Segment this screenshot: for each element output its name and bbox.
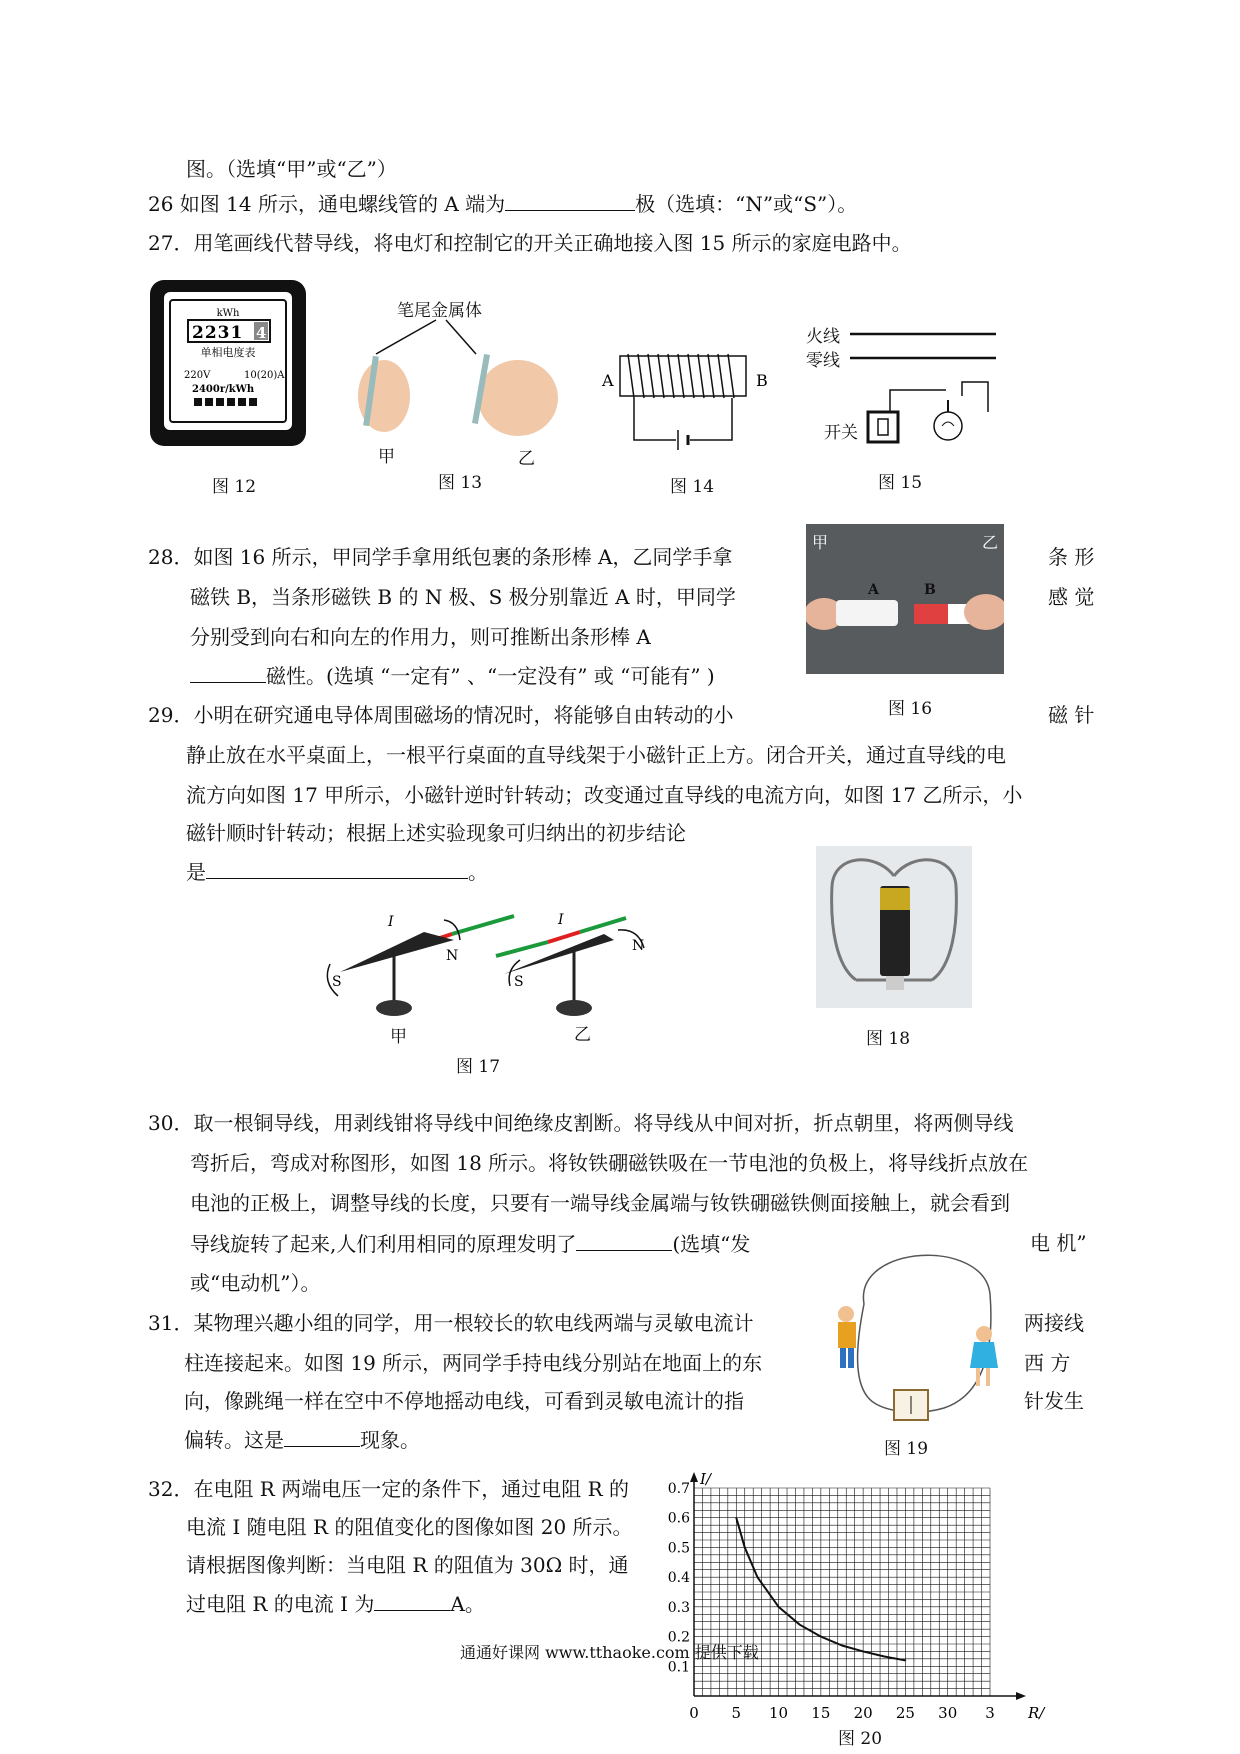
fig14-solenoid [600,346,780,456]
fig20-caption: 图 20 [838,1729,883,1749]
q32-line4-a: 过电阻 R 的电流 I 为 [186,1592,375,1616]
fig19-caption: 图 19 [884,1439,929,1459]
x-tick-label: 20 [853,1704,873,1722]
q31-line1: 31．某物理兴趣小组的同学，用一根较长的软电线两端与灵敏电流计 [148,1311,754,1335]
q28-line2-right: 感 觉 [1048,585,1095,609]
fig13-left: 甲 [378,447,395,467]
q32-answer-blank[interactable] [374,1590,450,1611]
q30-line4-right: 电 机” [1030,1231,1087,1255]
fig19-student-left [838,1322,856,1348]
x-axis-label: R/ [1028,1704,1045,1722]
x-tick-label: 10 [769,1704,789,1722]
q30-line3: 电池的正极上，调整导线的长度，只要有一端导线金属端与钕铁硼磁铁侧面接触上，就会看到 [190,1191,1010,1215]
q29-line5 [186,858,488,885]
x-tick-label: 15 [811,1704,831,1722]
y-tick-label: 0.1 [667,1659,690,1676]
fig12-unit: kWh [216,308,240,319]
data-point [778,1606,780,1608]
fig12-reading-main: 2231 [192,323,244,343]
q31-line4-a: 偏转。这是 [184,1428,284,1452]
q26-line [148,190,857,217]
fig13-testpen [348,318,568,458]
q26-answer-blank[interactable] [505,190,635,211]
fig14-end-b: B [756,371,768,390]
fig17-needle-left [340,932,454,972]
fig13-label-top: 笔尾金属体 [397,301,482,321]
fig15-switch-box [868,412,898,442]
q31-line2-right: 西 方 [1024,1351,1071,1375]
fig18-caption: 图 18 [866,1029,911,1049]
chart-axes [690,1470,1046,1722]
fig17-diagram [304,900,680,1040]
data-point [862,1651,864,1653]
y-tick-label: 0.6 [667,1510,690,1527]
fig16-photo [806,524,1004,674]
fig19-student-right [970,1342,998,1368]
q29-line2: 静止放在水平桌面上，一根平行桌面的直导线架于小磁针正上方。闭合开关，通过直导线的电 [186,743,1006,767]
q32-line2: 电流 I 随电阻 R 的阻值变化的图像如图 20 所示。 [186,1515,633,1539]
q32-line4-b: A。 [450,1592,485,1616]
fig15-switch: 开关 [824,423,858,443]
q31-line4-b: 现象。 [360,1428,420,1452]
fig16-magnet-red [914,604,948,624]
fig19-illustration [824,1244,1016,1434]
q29-line3: 流方向如图 17 甲所示，小磁针逆时针转动；改变通过直导线的电流方向，如图 17 乙所示，小 [186,783,1023,807]
q29-line1-right: 磁 针 [1048,703,1095,727]
q29-line5-b: 。 [468,860,488,884]
x-tick-label: 3 [985,1704,995,1722]
fig17-i-right: I [558,912,564,928]
q28-line3: 分别受到向右和向左的作用力，则可推断出条形棒 A [190,625,651,649]
fig16-caption: 图 16 [888,699,933,719]
fig12-caption: 图 12 [212,477,257,497]
q26-text-a: 26 如图 14 所示，通电螺线管的 A 端为 [148,192,506,216]
q28-line4-text: 磁性。(选填 “一定有” 、“一定没有” 或 “可能有” ) [266,664,715,688]
q31-line3: 向，像跳绳一样在空中不停地摇动电线，可看到灵敏电流计的指 [184,1389,744,1413]
fig14-caption: 图 14 [670,477,715,497]
y-tick-label: 0.2 [667,1629,690,1646]
fig15-live: 火线 [806,327,840,347]
q31-answer-blank[interactable] [284,1426,360,1447]
y-axis-arrow [690,1472,698,1482]
q28-line4 [190,662,715,689]
q29-answer-blank[interactable] [206,858,468,879]
data-point [841,1645,843,1647]
q29-line1: 29．小明在研究通电导体周围磁场的情况时，将能够自由转动的小 [148,703,734,727]
fig14-coil [628,354,734,398]
fig16-a: A [868,582,879,598]
q32-line1: 32．在电阻 R 两端电压一定的条件下，通过电阻 R 的 [148,1477,629,1501]
y-axis-label: I/ [700,1470,711,1488]
fig17-i-left: I [388,914,394,930]
data-point [735,1517,737,1519]
q30-answer-blank[interactable] [576,1230,672,1251]
q31-line3-right: 针发生 [1024,1389,1084,1413]
fig17-n-right: N [632,938,645,954]
data-point [883,1656,885,1658]
q30-line4 [190,1230,750,1257]
q28-answer-blank[interactable] [190,662,266,683]
fig12-spec1: 220V [184,370,211,381]
q26-text-b: 极（选填：“N”或“S”）。 [635,192,858,216]
q32-line4 [186,1590,485,1617]
data-point [905,1660,907,1662]
q28-line2: 磁铁 B，当条形磁铁 B 的 N 极、S 极分别靠近 A 时，甲同学 [190,585,736,609]
q31-line2: 柱连接起来。如图 19 所示，两同学手持电线分别站在地面上的东 [184,1351,763,1375]
fig14-end-a: A [602,371,614,390]
fig13-right: 乙 [518,449,535,469]
x-tick-label: 5 [731,1704,742,1722]
fig17-wire-right [496,942,548,956]
q25-tail: 图。（选填“甲”或“乙”） [186,157,397,181]
data-point [757,1576,759,1578]
fig17-left: 甲 [390,1027,407,1047]
fig20-chart [660,1468,1056,1730]
q31-line1-right: 两接线 [1024,1311,1084,1335]
fig19-wire [858,1255,991,1412]
fig12-spec2: 10(20)A [244,370,285,381]
q30-line4-a: 导线旋转了起来,人们利用相同的原理发明了 [190,1232,577,1256]
x-axis-arrow [1016,1692,1026,1700]
footer-source: 通通好课网 www.tthaoke.com 提供下载 [460,1643,759,1662]
y-tick-label: 0.5 [667,1540,690,1557]
fig17-right: 乙 [574,1025,591,1045]
q30-line1: 30．取一根铜导线，用剥线钳将导线中间绝缘皮割断。将导线从中间对折，折点朝里，将两侧导线 [148,1111,1014,1135]
chart-ticks [668,1481,995,1722]
fig18-photo [816,846,972,1008]
fig15-caption: 图 15 [878,473,923,493]
fig12-reading-dec: 4 [256,324,267,342]
fig17-s-right: S [514,974,524,990]
data-point [744,1547,746,1549]
x-tick-label: 30 [938,1704,958,1722]
data-point [799,1624,801,1626]
fig15-neutral: 零线 [806,351,840,371]
x-tick-label: 25 [895,1704,915,1722]
fig16-right: 乙 [982,533,999,552]
fig16-left: 甲 [812,533,829,552]
q31-line4 [184,1426,420,1453]
fig16-b: B [924,582,936,598]
fig17-caption: 图 17 [456,1057,501,1077]
y-tick-label: 0.3 [667,1599,690,1616]
fig13-caption: 图 13 [438,473,483,493]
q30-line2: 弯折后，弯成对称图形，如图 18 所示。将钕铁硼磁铁吸在一节电池的负极上，将导线折点放在 [190,1151,1029,1175]
fig12-meter [148,278,308,448]
q29-line4: 磁针顺时针转动；根据上述实验现象可归纳出的初步结论 [186,821,686,845]
q27-text: 27．用笔画线代替导线，将电灯和控制它的开关正确地接入图 15 所示的家庭电路中。 [148,231,912,255]
q30-line5: 或“电动机”）。 [190,1271,321,1295]
x-tick-label: 0 [689,1704,699,1722]
fig12-name: 单相电度表 [200,346,256,359]
data-point [820,1636,822,1638]
y-tick-label: 0.4 [667,1570,690,1587]
fig15-lamp [934,412,962,440]
fig12-spec3: 2400r/kWh [192,384,255,395]
q32-line3: 请根据图像判断：当电阻 R 的阻值为 30Ω 时，通 [186,1553,629,1577]
q29-line5-a: 是 [186,860,206,884]
fig15-circuit [850,320,1000,450]
y-tick-label: 0.7 [667,1481,690,1497]
chart-grid [694,1488,990,1696]
q30-line4-b: (选填“发 [672,1232,751,1256]
fig16-paper-bar [836,600,898,626]
q28-line1-right: 条 形 [1048,545,1095,569]
fig17-n-left: N [446,948,459,964]
fig17-s-left: S [332,974,342,990]
fig17-wire-left [452,916,514,934]
q28-line1: 28．如图 16 所示，甲同学手拿用纸包裹的条形棒 A，乙同学手拿 [148,545,733,569]
